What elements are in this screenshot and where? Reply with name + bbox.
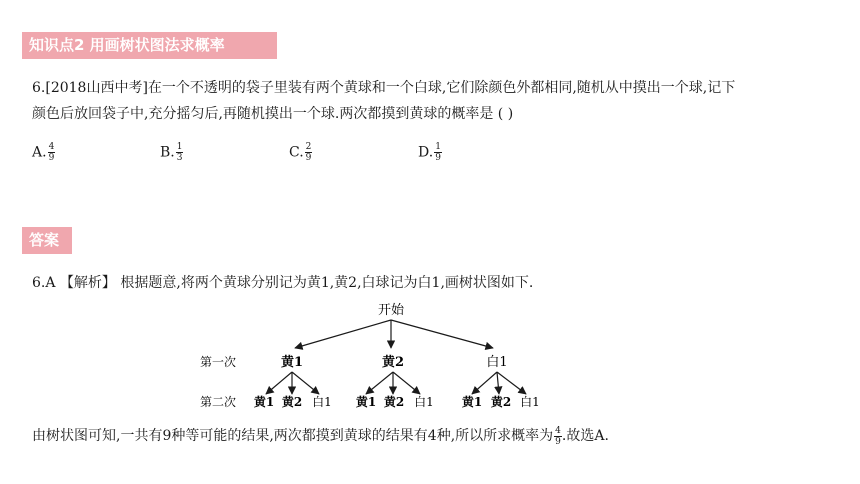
tree-level2-node-1-1: 黄1 xyxy=(253,395,275,408)
tree-level1-node-2: 黄2 xyxy=(381,355,405,370)
answer-line-1: 6.A 【解析】 根据题意,将两个黄球分别记为黄1,黄2,白球记为白1,画树状图如下. xyxy=(32,275,534,291)
tree-edge-root-3 xyxy=(391,320,493,348)
tree-level2-node-3-1: 黄1 xyxy=(461,395,483,408)
option-b xyxy=(160,142,183,163)
conclusion-tail: .故选A. xyxy=(561,428,609,444)
tree-edge-root-1 xyxy=(295,320,391,348)
tree-level2-node-1-2: 黄2 xyxy=(281,395,303,408)
option-b-fraction: $\frac{1}{3}$ xyxy=(176,142,183,163)
tree-diagram xyxy=(0,298,860,408)
option-c xyxy=(289,142,312,163)
option-a-fraction: $\frac{4}{9}$ xyxy=(48,142,55,163)
tree-level2-node-1-3: 白1 xyxy=(312,395,332,408)
option-b-label: B. xyxy=(160,144,175,161)
tree-level1-node-1: 黄1 xyxy=(280,355,304,370)
question-line-2: 颜色后放回袋子中,充分摇匀后,再随机摸出一个球.两次都摸到黄球的概率是 ( ) xyxy=(32,106,514,122)
option-c-label: C. xyxy=(289,144,304,161)
conclusion-text: 由树状图可知,一共有9种等可能的结果,两次都摸到黄球的结果有4种,所以所求概率为 xyxy=(32,428,554,444)
tree-row1-label: 第一次 xyxy=(200,355,237,369)
tree-level2-node-3-2: 黄2 xyxy=(490,395,512,408)
tree-level2-node-2-2: 黄2 xyxy=(383,395,405,408)
answer-tag: 答案 xyxy=(22,227,72,254)
tree-edge-2-1 xyxy=(366,372,393,394)
option-a xyxy=(32,142,55,163)
question-line-1: 6.[2018山西中考]在一个不透明的袋子里装有两个黄球和一个白球,它们除颜色外都相同,随机从中摸出一个球,记下 xyxy=(32,80,736,96)
option-d-fraction: $\frac{1}{9}$ xyxy=(435,142,441,163)
option-a-label: A. xyxy=(32,144,47,161)
tree-edge-2-3 xyxy=(393,372,420,394)
tree-level2-node-2-3: 白1 xyxy=(414,395,434,408)
tree-level2-node-2-1: 黄1 xyxy=(355,395,377,408)
tree-edge-1-3 xyxy=(292,372,319,394)
tree-edge-3-2 xyxy=(497,372,499,394)
option-c-fraction: $\frac{2}{9}$ xyxy=(305,142,312,163)
answer-conclusion xyxy=(32,425,609,447)
conclusion-fraction: $\frac{4}{9}$ xyxy=(555,425,561,447)
tree-level1-node-3: 白1 xyxy=(486,355,508,370)
tree-root: 开始 xyxy=(377,303,405,318)
tree-edge-3-1 xyxy=(472,372,497,394)
tree-edge-3-3 xyxy=(497,372,526,394)
tree-row2-label: 第二次 xyxy=(200,395,237,408)
tree-edge-1-1 xyxy=(266,372,292,394)
option-d-label: D. xyxy=(418,144,434,161)
section-tag: 知识点2 用画树状图法求概率 xyxy=(22,32,277,59)
tree-level2-node-3-3: 白1 xyxy=(520,395,540,408)
option-d xyxy=(418,142,442,163)
